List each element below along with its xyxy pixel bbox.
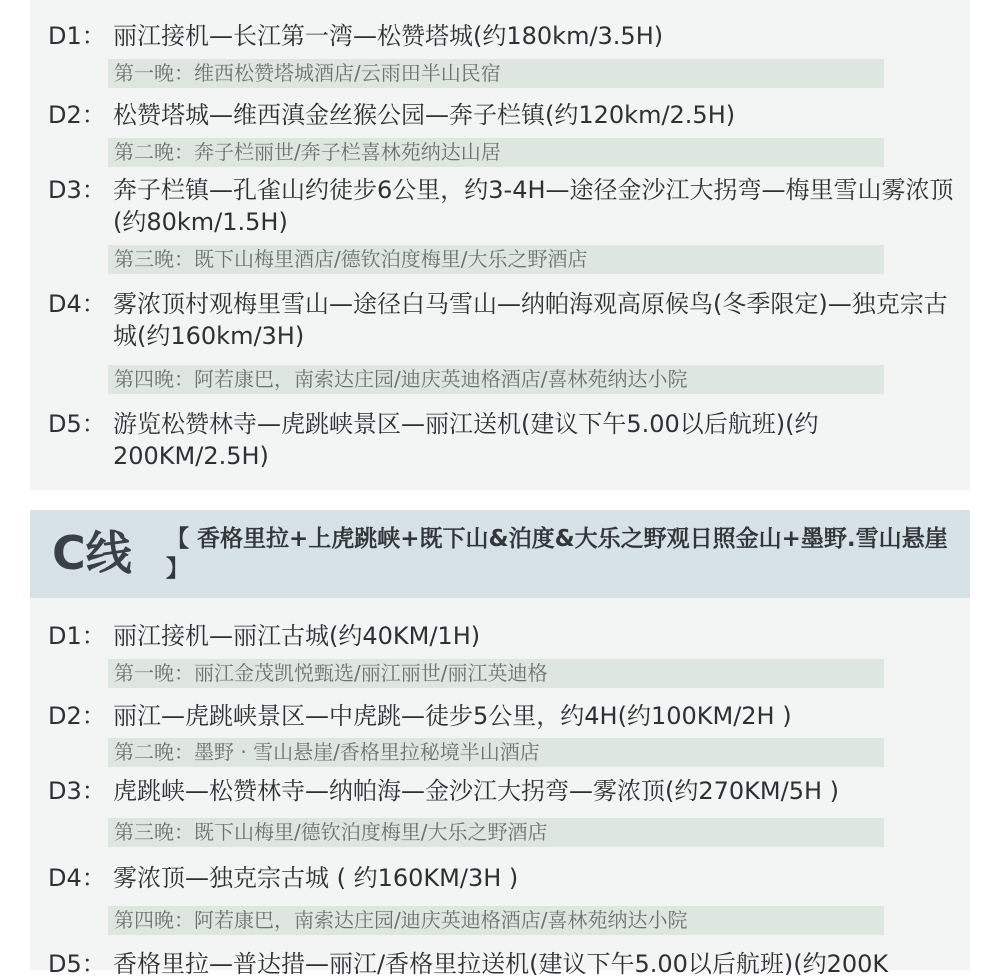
route-c-card	[30, 510, 970, 978]
day-itinerary: 丽江接机—长江第一湾—松赞塔城(约180km/3.5H)	[113, 22, 664, 50]
day-item	[48, 174, 958, 238]
day-itinerary: 香格里拉—普达措—丽江/香格里拉送机(建议下午5.00以后航班)(约200K	[113, 950, 889, 978]
day-label: D3：	[48, 176, 106, 204]
day-item	[48, 948, 958, 980]
day-label: D4：	[48, 864, 106, 892]
night-hotel: 第四晚：阿若康巴，南索达庄园/迪庆英迪格酒店/喜林苑纳达小院	[108, 365, 884, 394]
route-b-card	[30, 0, 970, 490]
day-itinerary: 雾浓顶村观梅里雪山—途径白马雪山—纳帕海观高原候鸟(冬季限定)—独克宗古城(约160km/3H)	[113, 290, 948, 350]
day-itinerary: 丽江—虎跳峡景区—中虎跳—徒步5公里，约4H(约100KM/2H )	[113, 702, 792, 730]
day-item	[48, 288, 958, 352]
day-item	[48, 620, 958, 652]
day-label: D2：	[48, 702, 106, 730]
day-item	[48, 700, 958, 732]
route-name: C线	[52, 526, 132, 580]
night-hotel: 第三晚：既下山梅里酒店/德钦泊度梅里/大乐之野酒店	[108, 245, 884, 274]
night-hotel: 第二晚：墨野 · 雪山悬崖/香格里拉秘境半山酒店	[108, 738, 884, 767]
day-itinerary: 松赞塔城—维西滇金丝猴公园—奔子栏镇(约120km/2.5H)	[113, 101, 736, 129]
day-label: D4：	[48, 290, 106, 318]
day-item	[48, 20, 958, 52]
day-itinerary: 游览松赞林寺—虎跳峡景区—丽江送机(建议下午5.00以后航班)(约200KM/2.5H)	[113, 410, 819, 470]
day-itinerary: 雾浓顶—独克宗古城 ( 约160KM/3H )	[113, 864, 519, 892]
night-hotel: 第三晚：既下山梅里/德钦泊度梅里/大乐之野酒店	[108, 818, 884, 847]
day-itinerary: 丽江接机—丽江古城(约40KM/1H)	[113, 622, 481, 650]
day-label: D1：	[48, 22, 106, 50]
day-item	[48, 99, 958, 131]
day-label: D1：	[48, 622, 106, 650]
night-hotel: 第一晚：丽江金茂凯悦甄选/丽江丽世/丽江英迪格	[108, 659, 884, 688]
day-label: D2：	[48, 101, 106, 129]
route-header	[30, 510, 970, 598]
day-item	[48, 408, 958, 472]
night-hotel: 第一晚：维西松赞塔城酒店/云雨田半山民宿	[108, 59, 884, 88]
night-hotel: 第二晚：奔子栏丽世/奔子栏喜林苑纳达山居	[108, 138, 884, 167]
day-item	[48, 862, 958, 894]
day-label: D5：	[48, 410, 106, 438]
day-label: D5：	[48, 950, 106, 978]
night-hotel: 第四晚：阿若康巴，南索达庄园/迪庆英迪格酒店/喜林苑纳达小院	[108, 906, 884, 935]
route-subtitle: 【 香格里拉+上虎跳峡+既下山&泊度&大乐之野观日照金山+墨野.雪山悬崖 】	[166, 526, 948, 582]
day-itinerary: 奔子栏镇—孔雀山约徒步6公里，约3-4H—途径金沙江大拐弯—梅里雪山雾浓顶(约80km/1.5H)	[113, 176, 954, 236]
day-item	[48, 775, 958, 807]
day-label: D3：	[48, 777, 106, 805]
day-itinerary: 虎跳峡—松赞林寺—纳帕海—金沙江大拐弯—雾浓顶(约270KM/5H )	[113, 777, 840, 805]
